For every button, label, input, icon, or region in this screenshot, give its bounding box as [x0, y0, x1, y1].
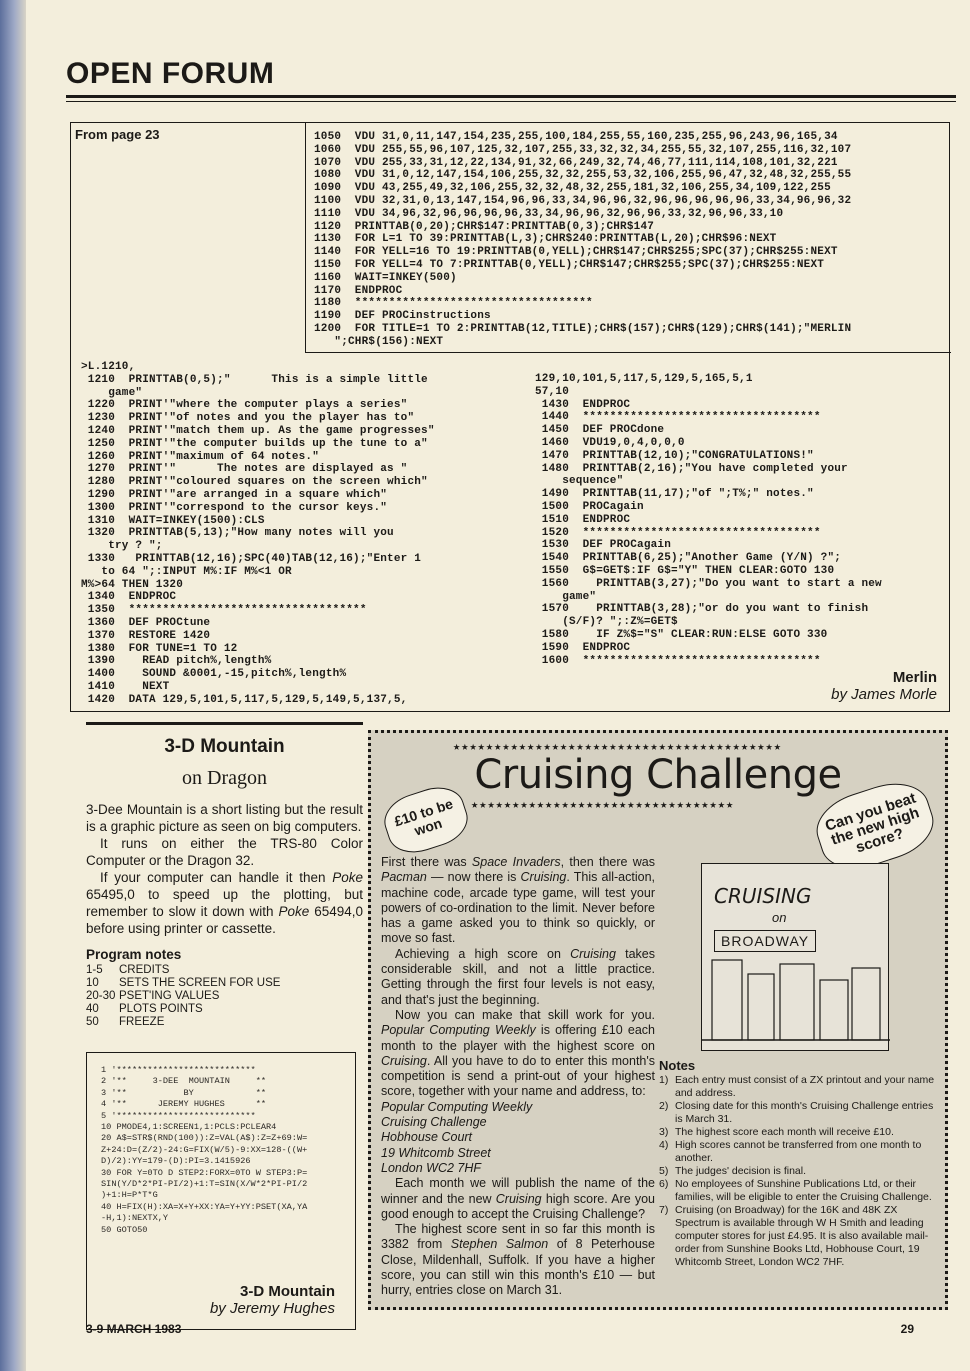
code-line: 1370 RESTORE 1420 — [81, 629, 211, 642]
note-item — [659, 1100, 939, 1126]
code-line: >L.1210, — [81, 361, 136, 373]
code-line: 50 GOTO50 — [101, 1224, 148, 1235]
article-top-rule — [86, 722, 363, 725]
code-line: 1170 ENDPROC — [314, 284, 403, 297]
entry-address-line: London WC2 7HF — [381, 1160, 482, 1175]
code-line: 3 '** BY ** — [101, 1087, 267, 1098]
listing-top-block — [305, 123, 951, 353]
note-text: Closing date for this month's Cruising Challenge entries is March 31. — [675, 1100, 934, 1125]
program-note-row — [86, 964, 363, 977]
program-notes-list — [86, 964, 363, 1029]
code-line: 1520 *********************************** — [535, 526, 821, 539]
issue-date: 3-9 MARCH 1983 — [86, 1322, 182, 1336]
article-subtitle: on Dragon — [182, 767, 267, 789]
code-line: 1230 PRINT'"of notes and you the player has to" — [81, 412, 415, 425]
code-line: to 64 ";:INPUT M%:IF M%<1 OR — [81, 565, 292, 578]
challenge-badge: Can you beat the new high score? — [808, 773, 941, 879]
note-description: PLOTS POINTS — [119, 1003, 203, 1015]
code-line: SIN(Y/D*2*PI-PI/2)+1:T=SIN(X/W*2*PI-PI/2 — [101, 1179, 308, 1190]
star-border-bottom: ★★★★★★★★★★★★★★★★★★★★★★★★★★★★★★★★ — [471, 797, 735, 811]
code-line: 1400 SOUND &0001,-15,pitch%,length% — [81, 668, 347, 681]
code-line: 1050 VDU 31,0,11,147,154,235,255,100,184,255,55,160,235,255,96,243,96,165,34 — [314, 131, 838, 143]
note-line-range: 20-30 — [86, 990, 116, 1002]
code-line: 4 '** JEREMY HUGHES ** — [101, 1099, 267, 1110]
code-line: 1200 FOR TITLE=1 TO 2:PRINTTAB(12,TITLE);CHR$(157);CHR$(129);CHR$(141);"MERLIN — [314, 322, 852, 335]
code-line: 1320 PRINTTAB(5,13);"How many notes will you — [81, 527, 394, 540]
code-line: 1110 VDU 34,96,32,96,96,96,96,33,34,96,96,32,96,96,33,32,96,96,33,10 — [314, 207, 784, 220]
competition-paragraph: The highest score sent in so far this month is 3382 from Stephen Salmon of 8 Peterhouse Close, Mildenhall, Suffolk. If you have a higher score, you can still win this month's £10 — but hurry, entries close on March 31. — [381, 1222, 655, 1298]
entry-address-line: Popular Computing Weekly — [381, 1099, 533, 1114]
code-line: 1090 VDU 43,255,49,32,106,255,32,32,48,32,255,181,32,106,255,34,109,122,255 — [314, 182, 831, 195]
code-line: 1290 PRINT'"are arranged in a square which" — [81, 488, 388, 501]
note-text: The highest score each month will receive £10. — [675, 1126, 894, 1138]
code-line: 30 FOR Y=0TO D STEP2:FORX=0TO W STEP3:P= — [101, 1167, 308, 1178]
credit-program-name: 3-D Mountain — [240, 1283, 335, 1300]
program-note-row — [86, 977, 363, 990]
section-title: OPEN FORUM — [66, 57, 275, 90]
code-line: 1140 FOR YELL=16 TO 19:PRINTTAB(0,YELL);CHR$147;CHR$255;SPC(37);CHR$255:NEXT — [314, 246, 838, 259]
note-number: 7) — [659, 1204, 669, 1216]
code-line: 1560 PRINTTAB(3,27);"Do you want to start a new — [535, 577, 882, 590]
game-on: on — [772, 910, 787, 925]
prize-badge: £10 to be won — [378, 780, 474, 861]
code-line: 40 H=FIX(H):XA=X+Y+XX:YA=Y+YY:PSET(XA,YA — [101, 1201, 308, 1212]
listing-left-column — [81, 361, 511, 707]
code-line: 1 '*************************** — [101, 1065, 256, 1075]
code-line: 1550 G$=GET$:IF G$="Y" THEN CLEAR:GOTO 130 — [535, 564, 835, 577]
game-title: CRUISING — [714, 884, 812, 908]
code-line: 1540 PRINTTAB(6,25);"Another Game (Y/N) ?"; — [535, 552, 842, 565]
code-line: 1460 VDU19,0,4,0,0,0 — [535, 436, 685, 449]
game-box-art — [701, 863, 889, 1051]
code-line: 129,10,101,5,117,5,129,5,165,5,1 — [535, 373, 753, 385]
code-line: 1240 PRINT'"match them up. As the game progresses" — [81, 424, 435, 437]
code-line: 1160 WAIT=INKEY(500) — [314, 271, 457, 284]
listing-right-column — [535, 373, 945, 667]
note-line-range: 50 — [86, 1016, 99, 1028]
notes-heading: Notes — [659, 1058, 696, 1073]
code-line: 1450 DEF PROCdone — [535, 424, 665, 437]
note-description: SETS THE SCREEN FOR USE — [119, 977, 281, 989]
competition-notes — [659, 1059, 939, 1269]
code-line: 1210 PRINTTAB(0,5);" This is a simple little — [81, 373, 428, 386]
note-description: CREDITS — [119, 964, 170, 976]
code-line: 2 '** 3-DEE MOUNTAIN ** — [101, 1076, 267, 1087]
note-number: 3) — [659, 1126, 669, 1138]
note-text: No employees of Sunshine Publications Ltd, or their families, will be eligible to enter the Cruising Challenge. — [675, 1178, 932, 1203]
mountain-article — [86, 722, 363, 1317]
credit-author: by Jeremy Hughes — [209, 1300, 335, 1317]
note-number: 6) — [659, 1178, 669, 1190]
magazine-page — [26, 0, 970, 1371]
code-line: game" — [81, 386, 143, 399]
code-line: 1130 FOR L=1 TO 39:PRINTTAB(L,3);CHR$240:PRINTTAB(L,20);CHR$96:NEXT — [314, 233, 777, 246]
continued-from-label: From page 23 — [75, 127, 160, 142]
mountain-credit — [210, 1283, 335, 1317]
code-line: 1120 PRINTTAB(0,20);CHR$147:PRINTTAB(0,3);CHR$147 — [314, 220, 655, 233]
code-line: 1150 FOR YELL=4 TO 7:PRINTTAB(0,YELL);CHR$147;CHR$255;SPC(37);CHR$255:NEXT — [314, 258, 825, 271]
code-line: 1220 PRINT'"where the computer plays a series" — [81, 399, 408, 412]
code-line: 20 A$=STR$(RND(100)):Z=VAL(A$):Z=Z+69:W= — [101, 1133, 308, 1144]
program-note-row — [86, 1003, 363, 1016]
code-line: 1570 PRINTTAB(3,28);"or do you want to finish — [535, 603, 869, 616]
note-text: High scores cannot be transferred from one month to another. — [675, 1139, 922, 1164]
program-note-row — [86, 990, 363, 1003]
code-line: 1330 PRINTTAB(12,16);SPC(40)TAB(12,16);"Enter 1 — [81, 552, 422, 565]
code-line: 1410 NEXT — [81, 680, 170, 693]
competition-paragraph: Achieving a high score on Cruising takes considerable skill, and not a little practice. Getting through the first four levels is not easy, and that's just the beginning. — [381, 946, 655, 1007]
code-line: 1600 *********************************** — [535, 654, 821, 667]
code-line: 1080 VDU 31,0,12,147,154,106,255,32,32,255,53,32,106,255,96,47,32,48,32,255,55 — [314, 169, 852, 182]
code-line: 1300 PRINT'"correspond to the cursor keys." — [81, 501, 388, 514]
code-line: 1360 DEF PROCtune — [81, 616, 211, 629]
code-line: sequence" — [535, 475, 624, 488]
code-line: 1380 FOR TUNE=1 TO 12 — [81, 642, 238, 655]
article-body — [86, 801, 363, 937]
code-line: 1470 PRINTTAB(12,10);"CONGRATULATIONS!" — [535, 449, 814, 462]
notes-list — [659, 1074, 939, 1269]
star-border-top: ★★★★★★★★★★★★★★★★★★★★★★★★★★★★★★★★★★★★★★★★ — [453, 739, 782, 753]
code-line: game" — [535, 590, 597, 603]
note-line-range: 1-5 — [86, 964, 103, 976]
code-line: )+1:H=P*T*G — [101, 1190, 158, 1201]
note-item — [659, 1165, 939, 1178]
masthead-rule-thin — [66, 101, 956, 102]
code-line: D)/2):YY=179-(D):PI=3.1415926 — [101, 1156, 251, 1167]
note-item — [659, 1139, 939, 1165]
code-line: 1530 DEF PROCagain — [535, 539, 672, 552]
note-item — [659, 1204, 939, 1269]
article-paragraph: It runs on either the TRS-80 Color Computer or the Dragon 32. — [86, 836, 363, 868]
entry-address-line: Cruising Challenge — [381, 1115, 487, 1130]
code-line: 1310 WAIT=INKEY(1500):CLS — [81, 514, 265, 527]
competition-paragraph: Each month we will publish the name of the winner and the new Cruising high score. Are you good enough to accept the Cruising Challenge? — [381, 1176, 655, 1221]
merlin-listing-box — [70, 122, 950, 712]
note-line-range: 10 — [86, 977, 99, 989]
note-text: Each entry must consist of a ZX printout and your name and address. — [675, 1074, 935, 1099]
code-line: 1490 PRINTTAB(11,17);"of ";T%;" notes." — [535, 488, 814, 501]
code-line: 1420 DATA 129,5,101,5,117,5,129,5,149,5,137,5, — [81, 693, 408, 706]
note-line-range: 40 — [86, 1003, 99, 1015]
article-paragraph: If your computer can handle it then Poke 65495,0 to speed up the plotting, but remember to slow it down with Poke 65494,0 before using printer or cassette. — [86, 870, 363, 936]
code-line: 1590 ENDPROC — [535, 641, 631, 654]
note-description: PSET'ING VALUES — [119, 990, 220, 1002]
code-line: 1280 PRINT'"coloured squares on the screen which" — [81, 476, 428, 489]
code-line: 1480 PRINTTAB(2,16);"You have completed your — [535, 462, 848, 475]
note-number: 4) — [659, 1139, 669, 1151]
code-line: ";CHR$(156):NEXT — [314, 335, 444, 348]
code-line: Z+24:D=(Z/2)-24:G=FIX(W/5)-9:XX=128-((W+ — [101, 1144, 308, 1155]
section-masthead — [66, 56, 956, 92]
note-number: 5) — [659, 1165, 669, 1177]
code-line: 1390 READ pitch%,length% — [81, 655, 272, 668]
code-line: -H,1):NEXTX,Y — [101, 1213, 169, 1224]
note-item — [659, 1074, 939, 1100]
code-line: 1440 *********************************** — [535, 411, 821, 424]
game-broadway: BROADWAY — [714, 930, 816, 952]
note-text: Cruising (on Broadway) for the 16K and 48K ZX Spectrum is available through W H Smith and leading computer stores for just £4.95. It is also available mail-order from Sunshine Books Ltd, Hobhouse Court, 19 Whitcomb Street, London WC2 7HF. — [675, 1204, 929, 1268]
merlin-credit — [831, 669, 937, 703]
code-line: (S/F)? ";:Z%=GET$ — [535, 616, 678, 629]
code-line: 1340 ENDPROC — [81, 591, 177, 604]
code-line: 1580 IF Z%$="S" CLEAR:RUN:ELSE GOTO 330 — [535, 628, 828, 641]
note-text: The judges' decision is final. — [675, 1165, 806, 1177]
code-line: 1100 VDU 32,31,0,13,147,154,96,96,33,34,96,96,32,96,96,96,96,96,33,34,96,96,32 — [314, 194, 852, 207]
note-item — [659, 1126, 939, 1139]
code-line: 1260 PRINT'"maximum of 64 notes." — [81, 450, 320, 463]
code-line: 10 PMODE4,1:SCREEN1,1:PCLS:PCLEAR4 — [101, 1122, 277, 1133]
code-line: 1500 PROCagain — [535, 500, 644, 513]
credit-program-name: Merlin — [892, 669, 937, 686]
code-line: 1350 *********************************** — [81, 604, 367, 617]
code-line: 1190 DEF PROCinstructions — [314, 310, 491, 323]
code-line: 1270 PRINT'" The notes are displayed as " — [81, 463, 408, 476]
competition-paragraph: First there was Space Invaders, then there was Pacman — now there is Cruising. This all-action, machine code, arcade type game, will test your powers of co-ordination to the limit. Never before has a game asked you to think so quickly, or move so fast. — [381, 855, 655, 946]
mountain-listing-box — [86, 1052, 356, 1330]
mountain-listing-code — [101, 1065, 355, 1236]
code-line: M%>64 THEN 1320 — [81, 578, 184, 591]
competition-body — [381, 855, 655, 1299]
code-line: 1510 ENDPROC — [535, 513, 631, 526]
cruising-challenge-panel — [368, 730, 948, 1310]
entry-address-line: 19 Whitcomb Street — [381, 1145, 491, 1160]
credit-author: by James Morle — [831, 686, 937, 703]
code-line: 57,10 — [535, 385, 570, 398]
program-notes-heading: Program notes — [86, 947, 182, 962]
page-number: 29 — [900, 1322, 914, 1336]
competition-title: Cruising Challenge — [474, 752, 842, 798]
note-number: 1) — [659, 1074, 669, 1086]
code-line: 1250 PRINT'"the computer builds up the tune to a" — [81, 437, 428, 450]
magazine-spine — [0, 0, 26, 1371]
article-paragraph: 3-Dee Mountain is a short listing but the result is a graphic picture as seen on big computers. — [86, 802, 363, 834]
code-line: 1430 ENDPROC — [535, 398, 631, 411]
code-line: 1060 VDU 255,55,96,107,125,32,107,255,33,32,32,34,255,55,32,107,255,116,32,107 — [314, 143, 852, 156]
code-line: 1070 VDU 255,33,31,12,22,134,91,32,66,249,32,74,46,77,111,114,108,101,32,221 — [314, 156, 838, 169]
program-note-row — [86, 1016, 363, 1029]
code-line: 5 '*************************** — [101, 1110, 256, 1121]
note-number: 2) — [659, 1100, 669, 1112]
note-description: FREEZE — [119, 1016, 165, 1028]
competition-paragraph: Now you can make that skill work for you. Popular Computing Weekly is offering £10 each month to the player with the highest score on Cruising. All you have to do to enter this month's competition is send a print-out of your highest score, together with your name and address, to: — [381, 1007, 655, 1099]
note-item — [659, 1178, 939, 1204]
entry-address-line: Hobhouse Court — [381, 1130, 473, 1145]
code-line: 1180 *********************************** — [314, 297, 593, 310]
article-title: 3-D Mountain — [164, 736, 285, 757]
masthead-rule-thick — [66, 95, 956, 98]
code-line: try ? "; — [81, 540, 163, 553]
